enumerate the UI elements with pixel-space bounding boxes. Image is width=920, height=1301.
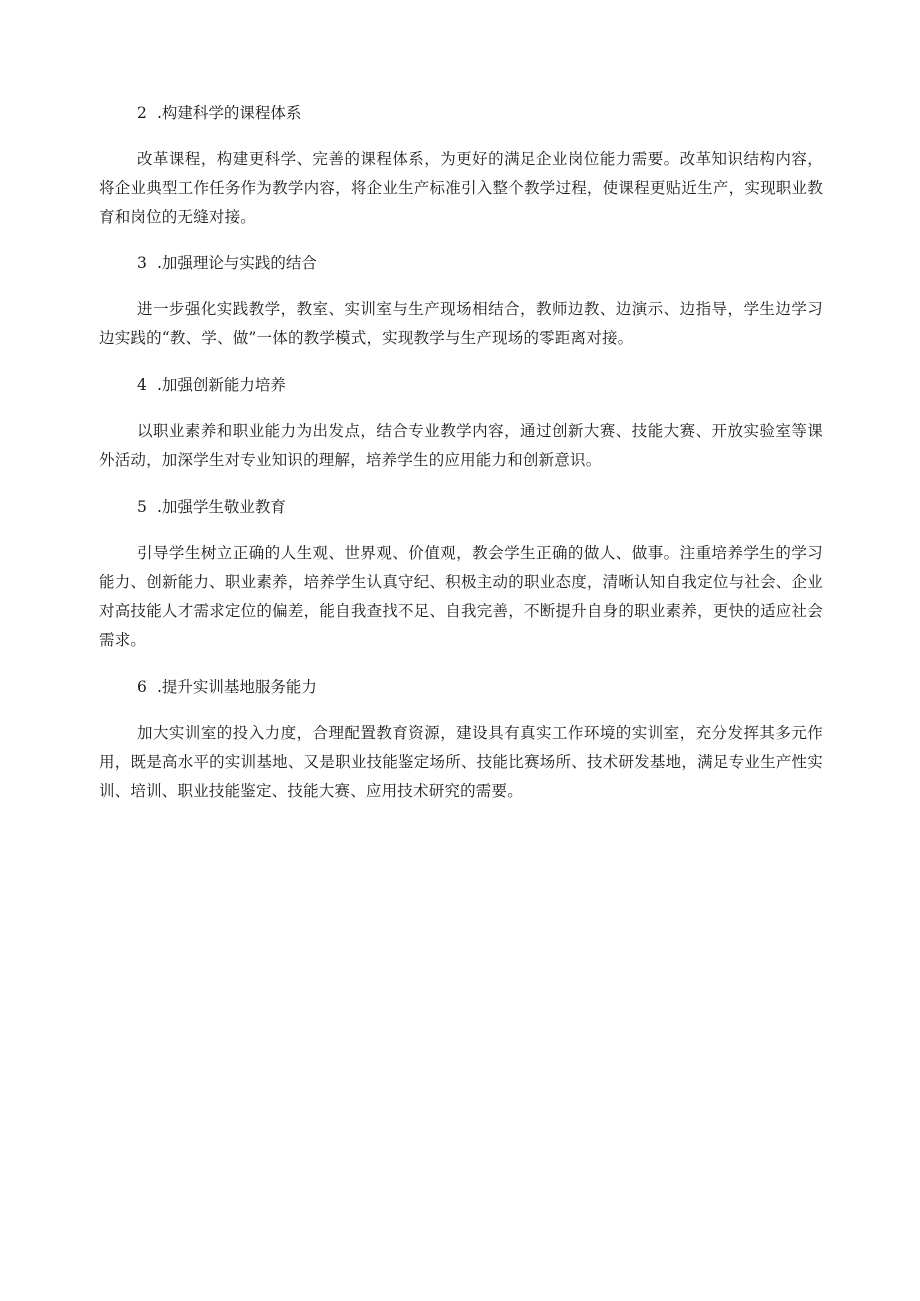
section-title: .加强创新能力培养 [157, 376, 286, 394]
section-heading [137, 672, 823, 702]
section-heading [137, 248, 823, 278]
section-body: 进一步强化实践教学，教室、实训室与生产现场相结合，教师边教、边演示、边指导，学生边学习边实践的“教、学、做”一体的教学模式，实现教学与生产现场的零距离对接。 [99, 300, 823, 347]
section-body: 加大实训室的投入力度，合理配置教育资源，建设具有真实工作环境的实训室，充分发挥其多元作用，既是高水平的实训基地、又是职业技能鉴定场所、技能比赛场所、技术研发基地，满足专业生产性实训、培训、职业技能鉴定、技能大赛、应用技术研究的需要。 [99, 724, 823, 800]
section-4 [99, 370, 823, 475]
section-number: 6 [137, 678, 147, 696]
section-heading [137, 370, 823, 400]
section-number: 4 [137, 376, 147, 394]
section-3 [99, 248, 823, 353]
document-content [99, 98, 823, 823]
section-5 [99, 492, 823, 655]
section-body: 改革课程，构建更科学、完善的课程体系，为更好的满足企业岗位能力需要。改革知识结构内容，将企业典型工作任务作为教学内容，将企业生产标准引入整个教学过程，使课程更贴近生产，实现职业教育和岗位的无缝对接。 [99, 150, 823, 226]
section-title: .提升实训基地服务能力 [157, 678, 317, 696]
section-title: .加强学生敬业教育 [157, 498, 286, 516]
section-number: 2 [137, 104, 147, 122]
section-number: 5 [137, 498, 147, 516]
section-title: .构建科学的课程体系 [157, 104, 302, 122]
section-heading [137, 492, 823, 522]
section-number: 3 [137, 254, 147, 272]
section-title: .加强理论与实践的结合 [157, 254, 317, 272]
section-body: 引导学生树立正确的人生观、世界观、价值观，教会学生正确的做人、做事。注重培养学生的学习能力、创新能力、职业素养，培养学生认真守纪、积极主动的职业态度，清晰认知自我定位与社会、企业对高技能人才需求定位的偏差，能自我查找不足、自我完善，不断提升自身的职业素养，更快的适应社会需求。 [99, 544, 823, 649]
section-6 [99, 672, 823, 806]
section-heading [137, 98, 823, 128]
section-2 [99, 98, 823, 232]
section-body: 以职业素养和职业能力为出发点，结合专业教学内容，通过创新大赛、技能大赛、开放实验室等课外活动，加深学生对专业知识的理解，培养学生的应用能力和创新意识。 [99, 422, 823, 469]
